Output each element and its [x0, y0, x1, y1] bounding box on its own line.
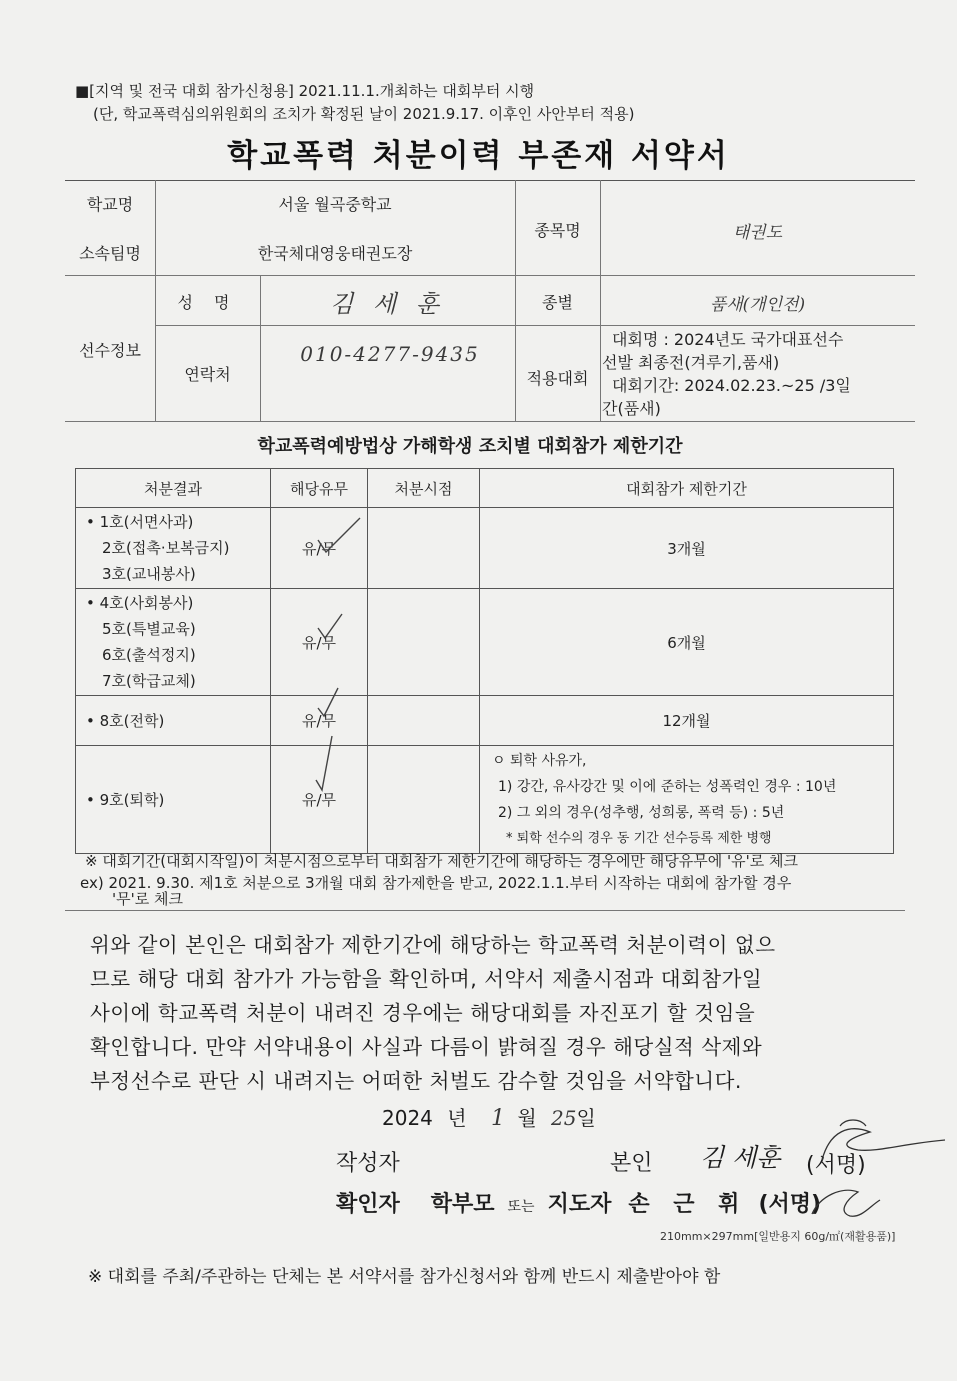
sign-placeholder-1: (서명) [806, 1153, 866, 1178]
disposition-item: • 9호(퇴학) [86, 790, 165, 809]
col-header: 해당유무 [271, 469, 368, 508]
or-label: 또는 [507, 1199, 535, 1215]
pledge-line: 사이에 학교폭력 처분이 내려진 경우에는 해당대회를 자진포기 할 것임을 [90, 1001, 756, 1025]
footer-note: ※ 대회를 주최/주관하는 단체는 본 서약서를 참가신청서와 함께 반드시 제출받아야 함 [88, 1267, 721, 1287]
event-label: 종목명 [534, 221, 581, 240]
disposition-item: • 8호(전학) [86, 711, 165, 730]
date-month-unit: 월 [517, 1106, 537, 1130]
paper-spec: 210mm×297mm[일반용지 60g/㎡(재활용품)] [660, 1230, 896, 1243]
period-cell: 3개월 [480, 508, 894, 589]
pledge-line: 위와 같이 본인은 대회참가 제한기간에 해당하는 학교폭력 처분이력이 없으 [90, 933, 776, 957]
name-value: 김 세 훈 [330, 290, 445, 318]
col-header: 대회참가 제한기간 [480, 469, 894, 508]
period-line: ㅇ 퇴학 사유가, [492, 752, 587, 769]
disposition-item: 7호(학급교체) [102, 672, 196, 690]
disposition-item: 3호(교내봉사) [102, 565, 196, 583]
school-label: 학교명 [86, 195, 134, 214]
period-line: * 퇴학 선수의 경우 동 기간 선수등록 제한 병행 [506, 830, 772, 846]
parent-signature-icon [822, 1129, 945, 1160]
category-label: 종별 [542, 293, 573, 312]
header-line-1: ■[지역 및 전국 대회 참가신청용] 2021.11.1.개최하는 대회부터 시행 [75, 82, 535, 100]
pledge-line: 므로 해당 대회 참가가 가능함을 확인하며, 서약서 제출시점과 대회참가일 [90, 967, 763, 991]
self-name-handwritten: 김 세훈 [700, 1143, 781, 1172]
disposition-item: 2호(접촉·보복금지) [102, 539, 230, 557]
date-year-unit: 년 [447, 1106, 467, 1130]
period-line: 1) 강간, 유사강간 및 이에 준하는 성폭력인 경우 : 10년 [498, 778, 837, 795]
applied-event-line: 대회기간: 2024.02.23.~25 /3일 [612, 376, 851, 395]
restriction-subtitle: 학교폭력예방법상 가해학생 조치별 대회참가 제한기간 [257, 436, 683, 457]
self-label: 본인 [610, 1151, 653, 1176]
date-month: 1 [490, 1106, 505, 1131]
applied-event-label: 적용대회 [526, 369, 589, 388]
school-value: 서울 월곡중학교 [278, 195, 392, 214]
header-line-2: (단, 학교폭력심의위원회의 조치가 확정된 날이 2021.9.17. 이후인 사안부터 적용) [93, 105, 635, 123]
flag-cell: 유/무 [271, 508, 368, 589]
note-line-3: '무'로 체크 [112, 890, 183, 908]
writer-label: 작성자 [336, 1151, 400, 1176]
parent-signature-icon [840, 1120, 866, 1126]
col-header: 처분결과 [76, 469, 271, 508]
flag-cell: 유/무 [271, 589, 368, 696]
contact-value: 010-4277-9435 [300, 342, 480, 366]
date-day-unit: 일 [576, 1106, 596, 1130]
coach-signature-icon [812, 1190, 880, 1216]
sign-placeholder-2: (서명) [758, 1192, 822, 1217]
period-cell: 6개월 [480, 589, 894, 696]
note-line-1: ※ 대회기간(대회시작일)이 처분시점으로부터 대회참가 제한기간에 해당하는 경우에만 해당유무에 '유'로 체크 [85, 852, 798, 870]
disposition-item: • 4호(사회봉사) [86, 594, 194, 612]
pledge-line: 확인합니다. 만약 서약내용이 사실과 다름이 밝혀질 경우 해당실적 삭제와 [90, 1035, 763, 1059]
disposition-item: 5호(특별교육) [102, 620, 196, 638]
athlete-info-label: 선수정보 [79, 341, 141, 360]
document-title: 학교폭력 처분이력 부존재 서약서 [227, 138, 730, 174]
applied-event-line: 선발 최종전(겨루기,품새) [602, 353, 780, 372]
event-value: 태권도 [732, 223, 783, 243]
category-value: 품새(개인전) [709, 295, 806, 315]
pledge-line: 부정선수로 판단 시 내려지는 어떠한 처벌도 감수할 것임을 서약합니다. [90, 1069, 742, 1093]
team-label: 소속팀명 [79, 244, 141, 263]
period-line: 2) 그 외의 경우(성추행, 성희롱, 폭력 등) : 5년 [498, 804, 785, 821]
parent-label: 학부모 [430, 1192, 495, 1217]
contact-label: 연락처 [184, 365, 231, 384]
disposition-item: 6호(출석정지) [102, 646, 196, 664]
applied-event-line: 대회명 : 2024년도 국가대표선수 [612, 330, 844, 349]
applied-event-line: 간(품새) [602, 399, 661, 418]
flag-cell: 유/무 [271, 696, 368, 746]
note-line-2: ex) 2021. 9.30. 제1호 처분으로 3개월 대회 참가제한을 받고, 2022.1.1.부터 시작하는 대회에 참가할 경우 [80, 874, 792, 892]
name-label: 성 명 [177, 293, 238, 312]
flag-cell: 유/무 [271, 746, 368, 854]
coach-label: 지도자 [547, 1192, 612, 1217]
period-cell: 12개월 [480, 696, 894, 746]
confirmer-label: 확인자 [336, 1192, 400, 1217]
disposition-item: • 1호(서면사과) [86, 513, 194, 531]
col-header: 처분시점 [368, 469, 480, 508]
coach-name: 손 근 휘 [628, 1192, 748, 1217]
team-value: 한국체대영웅태권도장 [257, 244, 413, 263]
date-year: 2024 [382, 1106, 433, 1130]
date-day: 25 [551, 1106, 577, 1130]
